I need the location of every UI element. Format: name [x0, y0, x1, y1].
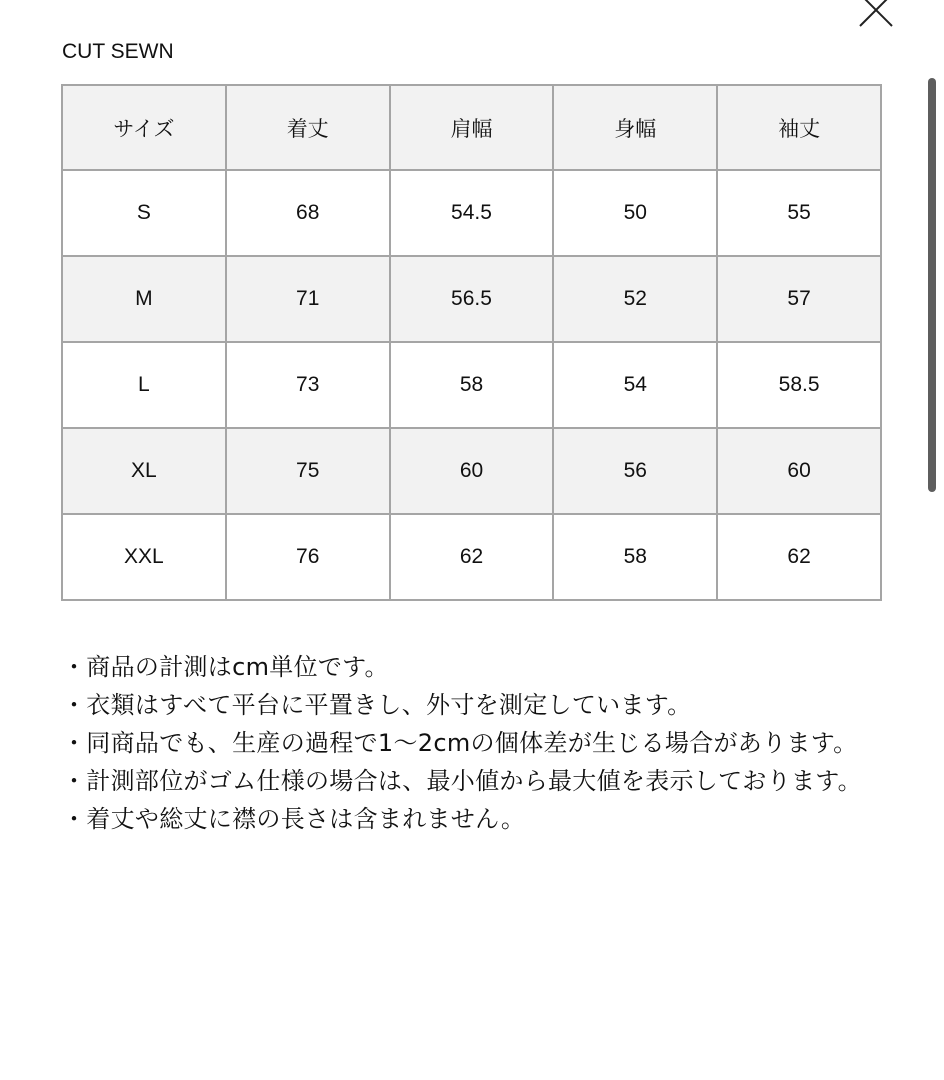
note-item: ・商品の計測はcm単位です。: [62, 653, 389, 681]
table-cell: 71: [226, 256, 390, 342]
size-table: [61, 84, 882, 601]
note-item: ・計測部位がゴム仕様の場合は、最小値から最大値を表示しております。: [62, 767, 862, 795]
size-notes: [62, 648, 880, 838]
table-cell: 52: [553, 256, 717, 342]
table-header-row: [62, 85, 881, 170]
table-cell: 58: [390, 342, 554, 428]
table-cell: 68: [226, 170, 390, 256]
table-cell: 58: [553, 514, 717, 600]
table-cell: 54.5: [390, 170, 554, 256]
scrollbar-thumb[interactable]: [928, 78, 936, 492]
close-button[interactable]: [848, 0, 904, 32]
column-header-length: 着丈: [226, 85, 390, 170]
table-cell: 57: [717, 256, 881, 342]
size-chart-title: CUT SEWN: [62, 40, 174, 63]
table-cell: 60: [390, 428, 554, 514]
table-cell: 58.5: [717, 342, 881, 428]
table-cell: 55: [717, 170, 881, 256]
table-row: [62, 170, 881, 256]
column-header-shoulder: 肩幅: [390, 85, 554, 170]
table-cell: 60: [717, 428, 881, 514]
table-cell: 62: [717, 514, 881, 600]
table-cell: 62: [390, 514, 554, 600]
table-cell: 50: [553, 170, 717, 256]
table-row: [62, 428, 881, 514]
table-cell: 75: [226, 428, 390, 514]
close-icon: [854, 0, 898, 32]
table-cell: S: [62, 170, 226, 256]
table-row: [62, 514, 881, 600]
table-cell: 73: [226, 342, 390, 428]
note-item: ・衣類はすべて平台に平置きし、外寸を測定しています。: [62, 691, 692, 719]
table-row: [62, 342, 881, 428]
table-cell: 76: [226, 514, 390, 600]
note-item: ・同商品でも、生産の過程で1〜2cmの個体差が生じる場合があります。: [62, 729, 858, 757]
note-item: ・着丈や総丈に襟の長さは含まれません。: [62, 805, 526, 833]
table-cell: L: [62, 342, 226, 428]
table-row: [62, 256, 881, 342]
table-cell: 54: [553, 342, 717, 428]
table-cell: M: [62, 256, 226, 342]
table-cell: 56: [553, 428, 717, 514]
table-cell: XL: [62, 428, 226, 514]
table-cell: 56.5: [390, 256, 554, 342]
column-header-size: サイズ: [62, 85, 226, 170]
table-cell: XXL: [62, 514, 226, 600]
column-header-sleeve: 袖丈: [717, 85, 881, 170]
column-header-chest: 身幅: [553, 85, 717, 170]
